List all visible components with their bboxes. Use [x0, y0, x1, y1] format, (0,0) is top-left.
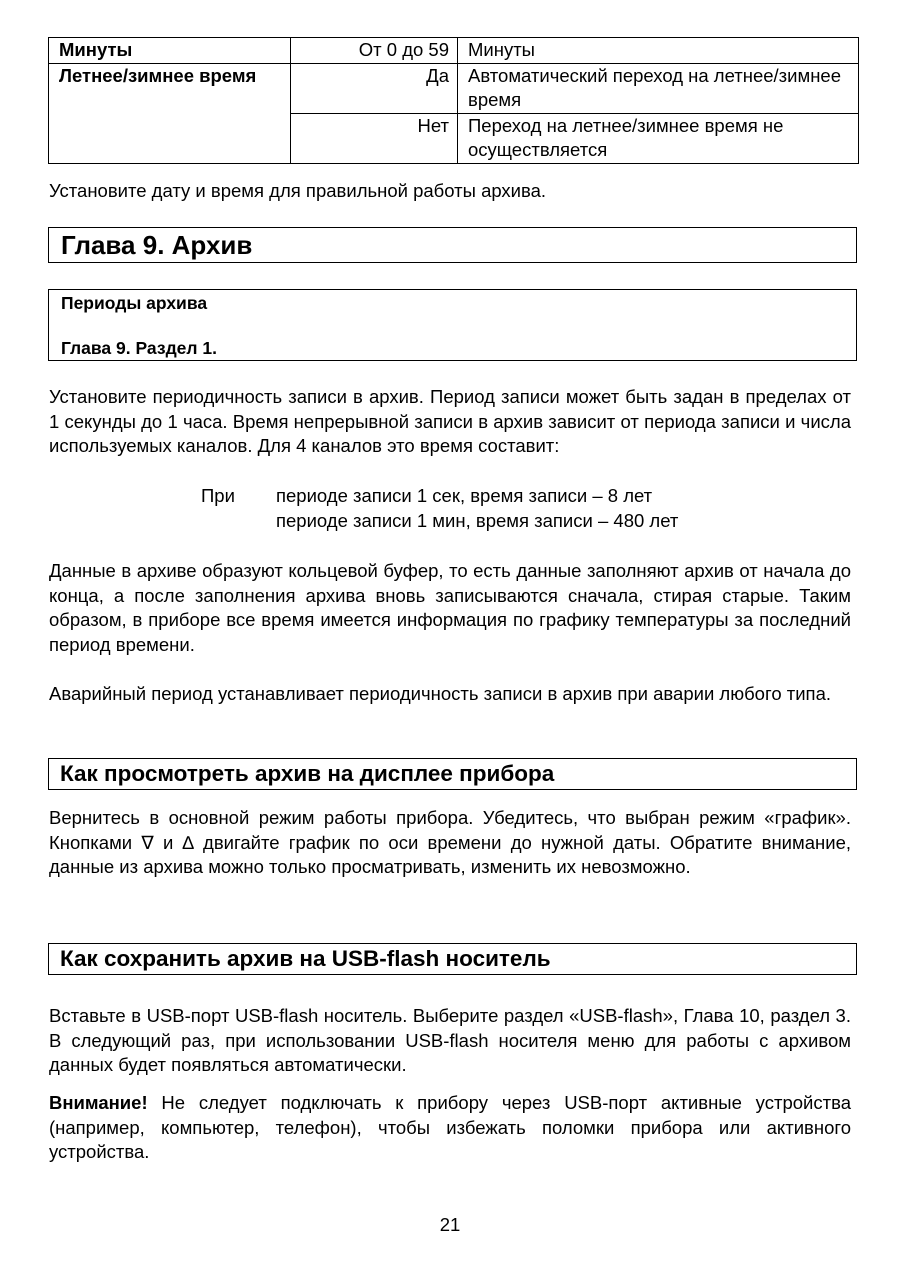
- settings-table: [48, 37, 859, 164]
- alarm-period-paragraph: Аварийный период устанавливает периодичность записи в архив при аварии любого типа.: [49, 683, 831, 704]
- warning-label: Внимание!: [49, 1092, 148, 1113]
- param-description: Минуты: [458, 38, 859, 64]
- records-prefix: При: [201, 485, 235, 506]
- usb-save-heading: Как сохранить архив на USB-flash носитель: [48, 943, 857, 975]
- warning-text: Не следует подключать к прибору через USB-порт активные устройства (например, компьютер, телефон), чтобы избежать поломки прибора или активного устройства.: [49, 1092, 851, 1162]
- ring-buffer-paragraph: Данные в архиве образуют кольцевой буфер, то есть данные заполняют архив от начала до конца, а после заполнения архива вновь записываются сначала, стирая старые. Таким образом, в приборе все время имеется информация по графику температуры за последний период времени.: [49, 560, 851, 655]
- view-archive-heading: Как просмотреть архив на дисплее прибора: [48, 758, 857, 790]
- param-value: От 0 до 59: [291, 38, 458, 64]
- param-description: Автоматический переход на летнее/зимнее время: [458, 63, 859, 113]
- usb-save-paragraph: Вставьте в USB-порт USB-flash носитель. Выберите раздел «USB-flash», Глава 10, раздел 3. В следующий раз, при использовании USB-flash носителя меню для работы с архивом данных будет появляться автоматически.: [49, 1005, 851, 1075]
- intro-paragraph: Установите дату и время для правильной работы архива.: [49, 180, 547, 201]
- section-box: [48, 289, 857, 361]
- table-row: [49, 63, 859, 113]
- page-number: 21: [439, 1214, 461, 1235]
- param-name: Минуты: [49, 38, 291, 64]
- section-title: Периоды архива: [61, 293, 208, 313]
- param-value: Да: [291, 63, 458, 113]
- archive-period-paragraph: Установите периодичность записи в архив. Период записи может быть задан в пределах от 1 секунды до 1 часа. Время непрерывной записи в архив зависит от периода записи и числа используемых каналов. Для 4 каналов это время составит:: [49, 386, 851, 456]
- view-archive-paragraph: Вернитесь в основной режим работы прибора. Убедитесь, что выбран режим «график». Кнопками ∇ и ∆ двигайте график по оси времени до нужной даты. Обратите внимание, данные из архива можно только просматривать, изменить их невозможно.: [49, 807, 851, 877]
- chapter-heading: Глава 9. Архив: [48, 227, 857, 263]
- warning-paragraph: [49, 1091, 851, 1165]
- table-row: [49, 38, 859, 64]
- section-reference: Глава 9. Раздел 1.: [61, 338, 217, 358]
- param-description: Переход на летнее/зимнее время не осуществляется: [458, 113, 859, 163]
- param-name: Летнее/зимнее время: [49, 63, 291, 163]
- param-value: Нет: [291, 113, 458, 163]
- records-line-1: периоде записи 1 сек, время записи – 8 лет: [276, 485, 653, 506]
- records-line-2: периоде записи 1 мин, время записи – 480 лет: [276, 510, 679, 531]
